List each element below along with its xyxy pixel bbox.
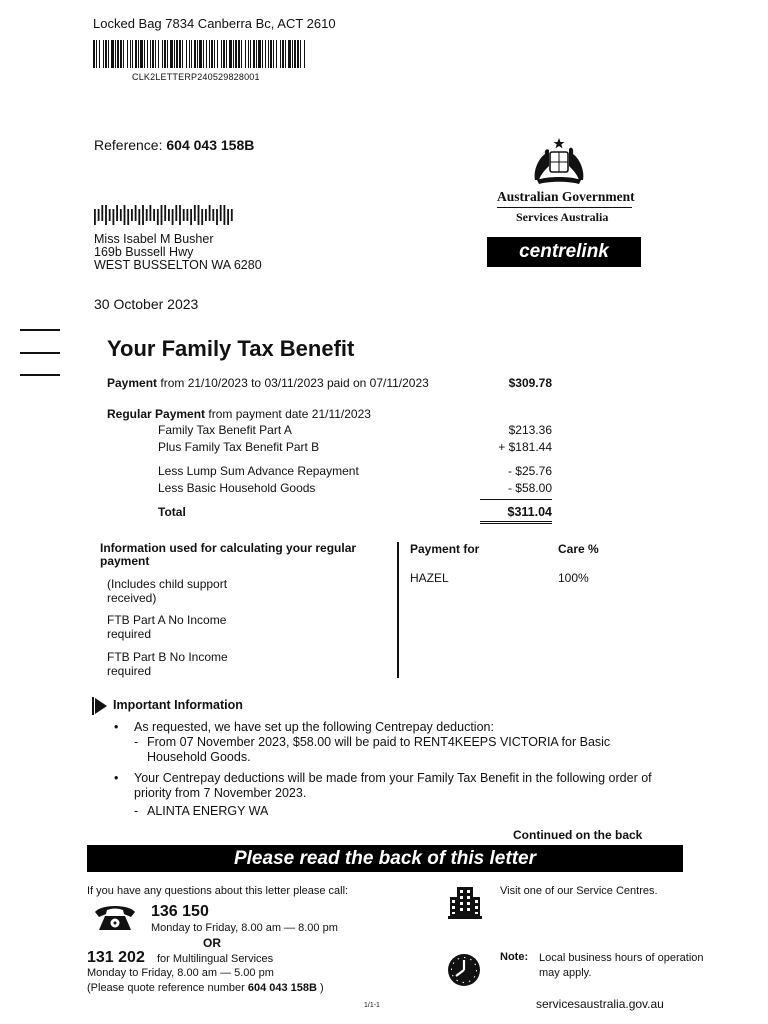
- questions-text: If you have any questions about this letter please call:: [87, 885, 349, 897]
- info-note: FTB Part B No Income required: [107, 650, 228, 678]
- total-amount: $311.04: [507, 505, 552, 519]
- line-item-amount: + $181.44: [498, 440, 552, 454]
- regular-payment-label: Regular Payment: [107, 407, 206, 421]
- info-note: (Includes child support received): [107, 577, 228, 605]
- line-item-label: Family Tax Benefit Part A: [158, 423, 292, 437]
- payment-amount: $309.78: [508, 376, 552, 390]
- page-number: 1/1-1: [364, 1002, 380, 1009]
- government-name: Australian Government: [497, 189, 635, 204]
- multilingual-hours: Monday to Friday, 8.00 am — 5.00 pm: [87, 967, 274, 979]
- line-item-label: Plus Family Tax Benefit Part B: [158, 440, 320, 454]
- phone-number[interactable]: 136 150: [151, 903, 209, 920]
- recipient-street: 169b Bussell Hwy: [94, 245, 194, 259]
- regular-payment-details: from payment date 21/11/2023: [208, 407, 371, 421]
- total-rule-bottom: [480, 521, 552, 522]
- multilingual-label: for Multilingual Services: [157, 953, 274, 965]
- continued-note: Continued on the back: [513, 828, 643, 842]
- note-text: Local business hours of operation may apply.: [539, 952, 704, 979]
- triangle-arrow-icon: [92, 697, 108, 715]
- care-heading: Care %: [558, 542, 599, 556]
- reference: [94, 137, 254, 153]
- fold-mark: [20, 374, 60, 376]
- recipient-name: Miss Isabel M Busher: [94, 232, 214, 246]
- postal-barcode: [94, 205, 236, 225]
- department-name: Services Australia: [516, 210, 609, 224]
- note-label: Note:: [500, 951, 529, 963]
- total-rule-top: [480, 499, 552, 500]
- quote-reference: [87, 982, 324, 994]
- return-address: Locked Bag 7834 Canberra Bc, ACT 2610: [93, 16, 336, 31]
- payment-for-heading: Payment for: [410, 542, 480, 556]
- regular-payment-line: [107, 407, 371, 421]
- info-heading: Information used for calculating your regular payment: [100, 541, 357, 568]
- reference-label: Reference:: [94, 137, 163, 153]
- read-back-banner: Please read the back of this letter: [87, 845, 683, 872]
- total-rule-bottom: [480, 523, 552, 524]
- dash-marker: -: [134, 804, 139, 818]
- website-link[interactable]: servicesaustralia.gov.au: [536, 997, 664, 1011]
- government-rule: [497, 207, 632, 208]
- or-separator: OR: [203, 936, 221, 950]
- total-label: Total: [158, 505, 186, 519]
- coat-of-arms-icon: [527, 136, 591, 188]
- building-icon: [448, 885, 482, 919]
- bullet-dot: •: [114, 771, 119, 785]
- line-item-amount: $213.36: [508, 423, 552, 437]
- fold-mark: [20, 352, 60, 354]
- line-item-amount: - $25.76: [507, 464, 552, 478]
- bullet-subtext: From 07 November 2023, $58.00 will be paid to RENT4KEEPS VICTORIA for Basic Household Goods.: [147, 735, 611, 764]
- bullet-text: Your Centrepay deductions will be made from your Family Tax Benefit in the following order of priority from 7 November 2023.: [134, 771, 652, 800]
- barcode-id: CLK2LETTERP240529828001: [132, 72, 260, 82]
- bullet-subtext: ALINTA ENERGY WA: [147, 804, 269, 818]
- visit-text: Visit one of our Service Centres.: [500, 885, 658, 897]
- recipient-address: [94, 233, 262, 272]
- recipient-suburb: WEST BUSSELTON WA 6280: [94, 258, 262, 272]
- centrelink-logo: centrelink: [487, 237, 641, 267]
- multilingual-phone-number[interactable]: 131 202: [87, 949, 145, 966]
- phone-hours: Monday to Friday, 8.00 am — 8.00 pm: [151, 922, 338, 934]
- line-item-label: Less Lump Sum Advance Repayment: [158, 464, 359, 478]
- reference-number: 604 043 158B: [166, 137, 255, 153]
- dash-marker: -: [134, 735, 139, 749]
- info-note: FTB Part A No Income required: [107, 613, 227, 641]
- important-heading: Important Information: [113, 698, 243, 712]
- child-name: HAZEL: [410, 571, 449, 585]
- line-item-amount: - $58.00: [507, 481, 552, 495]
- payment-line: [107, 376, 429, 390]
- column-divider: [397, 542, 399, 678]
- payment-label: Payment: [107, 376, 158, 390]
- page-title: Your Family Tax Benefit: [107, 336, 355, 361]
- letter-date: 30 October 2023: [94, 296, 199, 312]
- barcode: [93, 40, 311, 68]
- telephone-icon: [93, 902, 137, 934]
- quote-suffix: ): [320, 982, 324, 994]
- bullet-text: As requested, we have set up the following Centrepay deduction:: [134, 720, 494, 734]
- quote-ref-number: 604 043 158B: [247, 982, 317, 994]
- care-percent: 100%: [558, 571, 589, 585]
- payment-details: from 21/10/2023 to 03/11/2023 paid on 07/11/2023: [160, 376, 429, 390]
- fold-mark: [20, 329, 60, 331]
- quote-prefix: (Please quote reference number: [87, 982, 245, 994]
- line-item-label: Less Basic Household Goods: [158, 481, 316, 495]
- bullet-dot: •: [114, 720, 119, 734]
- clock-icon: [447, 953, 481, 987]
